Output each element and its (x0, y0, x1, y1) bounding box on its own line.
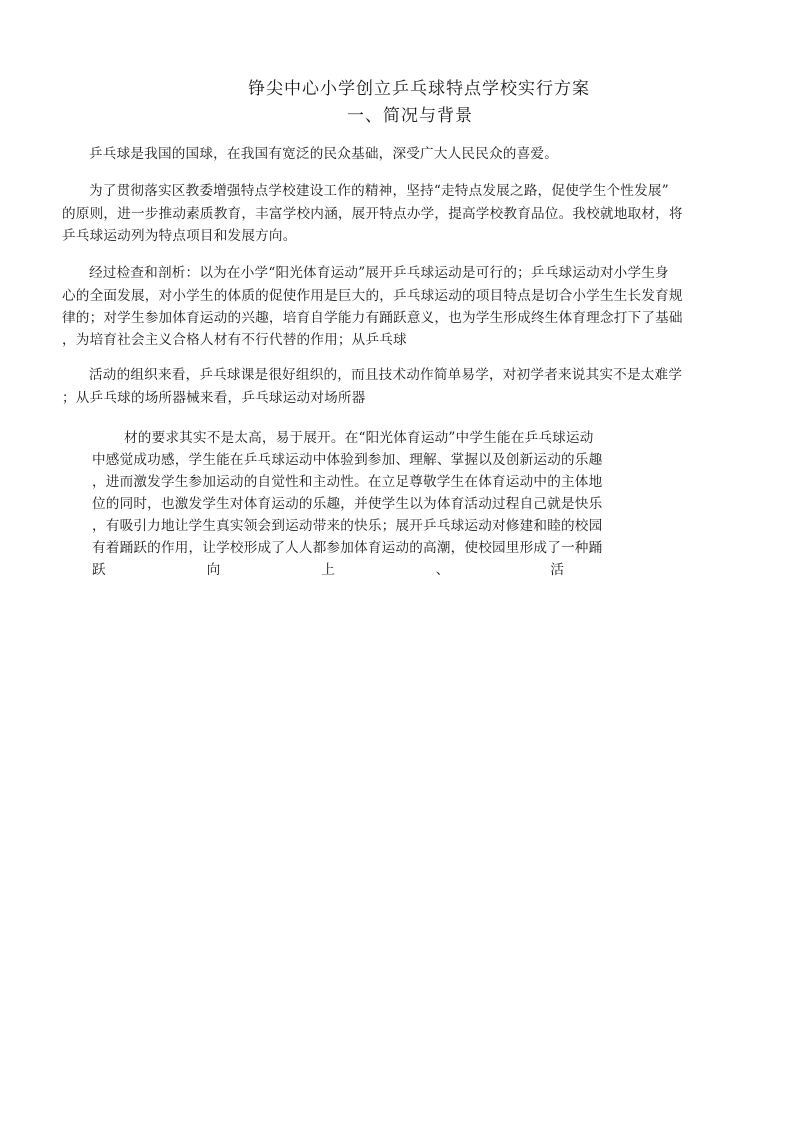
justified-char: 、 (435, 562, 450, 578)
paragraph-5-line-6: 有着踊跃的作用，让学校形成了人人都参加体育运动的高潮，使校园里形成了一种踊 (92, 540, 603, 556)
paragraph-2-line-3: 乒乓球运动列为特点项目和发展方向。 (62, 228, 297, 244)
paragraph-5-line-2: 中感觉成功感，学生能在乒乓球运动中体验到参加、理解、掌握以及创新运动的乐趣 (92, 452, 603, 468)
justified-char: 跃 (92, 562, 106, 578)
paragraph-5-line-5: ，有吸引力地让学生真实领会到运动带来的快乐；展开乒乓球运动对修建和睦的校园 (92, 518, 603, 534)
paragraph-5-line-4: 位的同时，也激发学生对体育运动的乐趣，并使学生以为体育活动过程自己就是快乐 (92, 496, 603, 512)
paragraph-3-line-2: 心的全面发展，对小学生的体质的促使作用是巨大的，乒乓球运动的项目特点是切合小学生生长发育规 (62, 288, 683, 304)
paragraph-1-line-1: 乒乓球是我国的国球，在我国有宽泛的民众基础，深受广大人民民众的喜爱。 (89, 146, 558, 162)
paragraph-2-line-1: 为了贯彻落实区教委增强特点学校建设工作的精神，坚持“走特点发展之路，促使学生个性发展” (89, 183, 669, 199)
paragraph-3-line-1: 经过检查和剖析：以为在小学“阳光体育运动”展开乒乓球运动是可行的；乒乓球运动对小学生身 (89, 265, 669, 281)
justified-char: 上 (321, 562, 335, 578)
paragraph-5-line-3: ，进而激发学生参加运动的自觉性和主动性。在立足尊敬学生在体育运动中的主体地 (92, 474, 603, 490)
paragraph-2-line-2: 的原则，进一步推动素质教育，丰富学校内涵，展开特点办学，提高学校教育品位。我校就地取材，将 (62, 206, 683, 222)
paragraph-3-line-4: ，为培育社会主义合格人材有不行代替的作用；从乒乓球 (62, 332, 407, 348)
paragraph-5-justified-line (92, 562, 564, 579)
paragraph-4-line-1: 活动的组织来看，乒乓球课是很好组织的，而且技术动作简单易学，对初学者来说其实不是太难学 (89, 367, 683, 383)
paragraph-5-line-1: 材的要求其实不是太高，易于展开。在“阳光体育运动”中学生能在乒乓球运动 (124, 430, 594, 446)
justified-char: 活 (550, 562, 564, 578)
paragraph-3-line-3: 律的；对学生参加体育运动的兴趣，培育自学能力有踊跃意义，也为学生形成终生体育理念打下了基础 (62, 310, 683, 326)
paragraph-4-line-2: ；从乒乓球的场所器械来看，乒乓球运动对场所器 (62, 390, 366, 406)
justified-char: 向 (206, 562, 221, 578)
section-heading: 一、简况与背景 (347, 106, 473, 126)
document-title: 铮尖中心小学创立乒乓球特点学校实行方案 (248, 79, 590, 99)
